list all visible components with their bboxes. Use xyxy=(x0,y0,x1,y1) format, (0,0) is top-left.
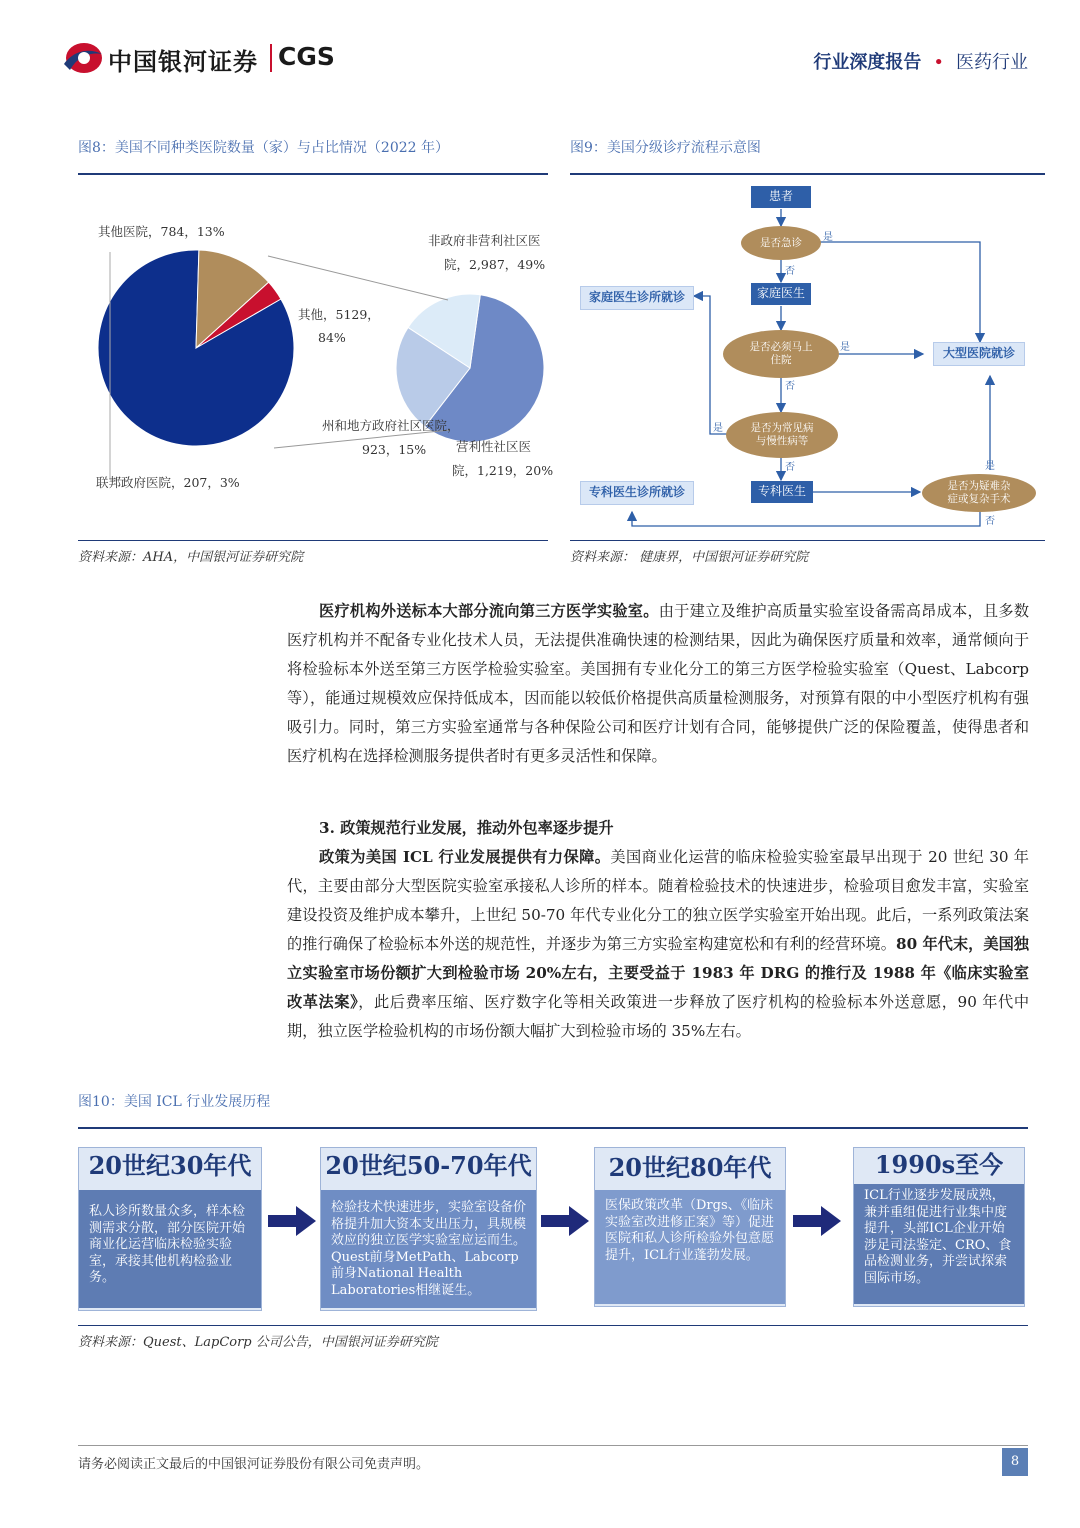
fig9-source: 资料来源： 健康界，中国银河证券研究院 xyxy=(570,550,809,565)
flow-common-disease-2: 与慢性病等 xyxy=(755,435,809,447)
flow-yes: 是 xyxy=(823,232,833,243)
fig10-bottom-rule xyxy=(78,1325,1028,1326)
report-type: 行业深度报告 xyxy=(813,52,922,73)
fig9-bottom-rule xyxy=(570,540,1045,541)
paragraph-1-lead: 医疗机构外送标本大部分流向第三方医学实验室。 xyxy=(319,602,659,620)
flow-difficult-decision xyxy=(922,474,1036,512)
logo-divider xyxy=(270,44,272,72)
flow-specialist: 专科医生 xyxy=(751,481,813,503)
timeline-stage-3-text: 医保政策改革（Drgs、《临床实验室改进修正案》等）促进医院和私人诊所检验外包意愿提升，ICL行业蓬勃发展。 xyxy=(595,1190,785,1304)
arrow-right-icon xyxy=(541,1206,589,1240)
paragraph-2-text-2: ，此后费率压缩、医疗数字化等相关政策进一步释放了医疗机构的检验标本外送意愿，90 年代中期，独立医学检验机构的市场份额大幅扩大到检验市场的 35%左右。 xyxy=(287,993,1030,1040)
logo-cgs: CGS xyxy=(278,42,335,71)
label-federal-hospital: 联邦政府医院，207，3% xyxy=(96,475,240,490)
timeline-stage-4 xyxy=(853,1147,1025,1307)
flow-yes: 是 xyxy=(985,461,995,472)
label-forprofit-2: 院，1,219，20% xyxy=(452,463,554,478)
timeline-stage-3-title: 20世纪80年代 xyxy=(608,1153,772,1182)
timeline-stage-3 xyxy=(594,1147,786,1307)
timeline-stage-1 xyxy=(78,1147,262,1311)
timeline-stage-2 xyxy=(320,1147,537,1311)
footer-disclaimer: 请务必阅读正文最后的中国银河证券股份有限公司免责声明。 xyxy=(78,1457,430,1472)
flow-no: 否 xyxy=(985,516,995,527)
label-forprofit-1: 营利性社区医 xyxy=(456,439,532,454)
flow-family-doctor: 家庭医生 xyxy=(751,283,811,305)
timeline-stage-2-text: 检验技术快速进步，实验室设备价格提升加大资本支出压力，具规模效应的独立医学实验室应运而生。Quest前身MetPath、Labcorp前身National Health Laboratories相继诞生。 xyxy=(321,1190,536,1308)
flow-no: 否 xyxy=(785,381,795,392)
flow-family-clinic: 家庭医生诊所就诊 xyxy=(580,286,694,310)
logo-icon xyxy=(60,40,104,76)
flow-must-hospital-decision xyxy=(723,330,839,378)
flow-no: 否 xyxy=(785,266,795,277)
label-nonprofit-1: 非政府非营利社区医 xyxy=(428,233,541,248)
flow-yes: 是 xyxy=(840,342,850,353)
paragraph-1-text: 由于建立及维护高质量实验室设备需高昂成本，且多数医疗机构并不配备专业化技术人员，无法提供准确快速的检测结果，因此为确保医疗质量和效率，通常倾向于将检验标本外送至第三方医学检验实验室。美国拥有专业化分工的第三方医学检验实验室（Quest、Labcorp 等），能通过规模效应保持低成本，因而能以较低价格提供高质量检测服务，对预算有限的中小型医疗机构有强吸引力。同时，第三方实验室通常与各种保险公司和医疗计划有合同，能够提供广泛的保险覆盖，使得患者和医疗机构在选择检测服务提供者时有更多灵活性和保障。 xyxy=(287,602,1030,765)
fig9-caption: 图9：美国分级诊疗流程示意图 xyxy=(570,140,761,156)
fig10-source: 资料来源：Quest、LapCorp 公司公告，中国银河证券研究院 xyxy=(78,1335,438,1350)
fig8-bottom-rule xyxy=(78,540,548,541)
header-report-info xyxy=(813,48,1028,74)
flow-difficult-1: 是否为疑难杂 xyxy=(947,480,1011,492)
fig8-top-rule xyxy=(78,173,548,175)
flow-no: 否 xyxy=(785,462,795,473)
industry-label: 医药行业 xyxy=(956,52,1028,73)
timeline-stage-4-text: ICL行业逐步发展成熟，兼并重组促进行业集中度提升，头部ICL企业开始涉足司法鉴定、CRO、食品检测业务，并尝试探索国际市场。 xyxy=(854,1184,1024,1304)
fig8-caption: 图8：美国不同种类医院数量（家）与占比情况（2022 年） xyxy=(78,140,449,156)
pie-connector-line xyxy=(268,256,448,300)
timeline-stage-4-title: 1990s至今 xyxy=(874,1150,1004,1179)
label-other-hospital: 其他医院，784，13% xyxy=(98,224,225,239)
flow-yes: 是 xyxy=(713,423,723,434)
paragraph-2-text: 美国商业化运营的临床检验实验室最早出现于 20 世纪 30 年代，主要由部分大型医院实验室承接私人诊所的样本。随着检验技术的快速进步，检验项目愈发丰富，实验室建设投资及维护成本攀升，上世纪 50-70 年代专业化分工的独立医学实验室开始出现。此后，一系列政策法案的推行确保了检验标本外送的规范性，并逐步为第三方实验室构建宽松和有利的经营环境。 xyxy=(287,848,1029,953)
flow-emergency-decision: 是否急诊 xyxy=(741,226,821,260)
flow-difficult-2: 症或复杂手术 xyxy=(947,493,1011,505)
fig8-source: 资料来源：AHA，中国银河证券研究院 xyxy=(78,550,304,565)
label-nonprofit-2: 院，2,987，49% xyxy=(444,257,546,272)
fig10-caption: 图10：美国 ICL 行业发展历程 xyxy=(78,1094,271,1110)
page-number: 8 xyxy=(1002,1448,1028,1476)
logo-text: 中国银河证券 xyxy=(108,48,258,76)
flow-patient: 患者 xyxy=(751,186,811,208)
flow-large-hospital: 大型医院就诊 xyxy=(933,342,1025,366)
header-dot: • xyxy=(933,52,944,73)
flow-specialist-clinic: 专科医生诊所就诊 xyxy=(580,481,694,505)
footer-rule xyxy=(78,1445,1028,1446)
paragraph-1 xyxy=(287,597,1029,771)
timeline-stage-1-title: 20世纪30年代 xyxy=(88,1151,252,1180)
flow-common-disease-decision xyxy=(726,412,838,458)
label-other-main-1: 其他，5129， xyxy=(298,307,380,322)
arrow-right-icon xyxy=(268,1206,316,1240)
paragraph-2-lead: 政策为美国 ICL 行业发展提供有力保障。 xyxy=(319,848,611,866)
timeline-stage-1-text: 私人诊所数量众多，样本检测需求分散，部分医院开始商业化运营临床检验实验室，承接其他机构检验业务。 xyxy=(79,1190,261,1308)
flow-common-disease-1: 是否为常见病 xyxy=(750,422,814,434)
paragraph-2 xyxy=(287,843,1029,1046)
arrow-right-icon xyxy=(793,1206,841,1240)
flow-must-hospital-1: 是否必须马上 xyxy=(749,341,813,353)
fig10-top-rule xyxy=(78,1127,1028,1129)
timeline-stage-2-title: 20世纪50-70年代 xyxy=(325,1151,532,1180)
paragraph-2-bold: 80 年代末，美国独立实验室市场份额扩大到检验市场 20%左右，主要受益于 1983 年 DRG 的推行及 1988 年《临床实验室改革法案》 xyxy=(287,935,1029,1011)
label-state-2: 923，15% xyxy=(362,442,427,457)
label-state-1: 州和地方政府社区医院， xyxy=(322,418,460,433)
section-title: 3. 政策规范行业发展，推动外包率逐步提升 xyxy=(319,819,614,837)
flow-must-hospital-2: 住院 xyxy=(770,354,792,366)
label-other-main-2: 84% xyxy=(318,330,346,345)
fig9-top-rule xyxy=(570,173,1045,175)
